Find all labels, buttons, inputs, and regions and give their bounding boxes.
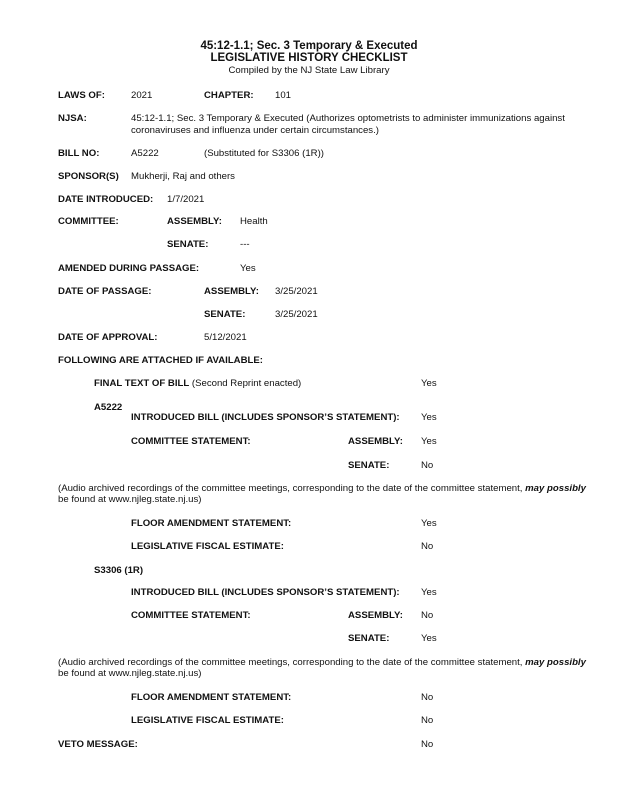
committee-label: COMMITTEE: xyxy=(58,216,119,227)
passage-senate-value: 3/25/2021 xyxy=(275,309,318,320)
s3306-introduced-label: INTRODUCED BILL (INCLUDES SPONSOR’S STATEMENT): xyxy=(131,587,400,598)
audio-note-line2: be found at www.njleg.state.nj.us) xyxy=(58,494,202,505)
audio-note-text: (Audio archived recordings of the committee meetings, corresponding to the date of the committee statement, xyxy=(58,657,526,668)
sponsors-value: Mukherji, Raj and others xyxy=(131,171,235,182)
bill-no-label: BILL NO: xyxy=(58,148,100,159)
s3306-committee-label: COMMITTEE STATEMENT: xyxy=(131,610,251,621)
date-introduced-label: DATE INTRODUCED: xyxy=(58,194,154,205)
a5222-introduced-value: Yes xyxy=(421,412,437,423)
attached-heading: FOLLOWING ARE ATTACHED IF AVAILABLE: xyxy=(58,355,263,366)
a5222-fiscal-label: LEGISLATIVE FISCAL ESTIMATE: xyxy=(131,541,284,552)
amended-value: Yes xyxy=(240,263,256,274)
s3306-floor-label: FLOOR AMENDMENT STATEMENT: xyxy=(131,692,292,703)
njsa-value-line1: 45:12-1.1; Sec. 3 Temporary & Executed (Authorizes optometrists to administer immunizations against xyxy=(131,113,565,124)
date-of-approval-value: 5/12/2021 xyxy=(204,332,247,343)
s3306-assembly-value: No xyxy=(421,610,434,621)
a5222-senate-label: SENATE: xyxy=(348,460,390,471)
laws-of-value: 2021 xyxy=(131,90,153,101)
final-text-label: FINAL TEXT OF BILL xyxy=(94,378,190,389)
date-of-approval-label: DATE OF APPROVAL: xyxy=(58,332,158,343)
a5222-floor-value: Yes xyxy=(421,518,437,529)
a5222-senate-value: No xyxy=(421,460,434,471)
s3306-assembly-label: ASSEMBLY: xyxy=(348,610,403,621)
compiled-by: Compiled by the NJ State Law Library xyxy=(228,65,390,76)
audio-note-line2: be found at www.njleg.state.nj.us) xyxy=(58,668,202,679)
a5222-assembly-value: Yes xyxy=(421,436,437,447)
doc-title: 45:12-1.1; Sec. 3 Temporary & Executed xyxy=(200,40,418,52)
njsa-value-line2: coronaviruses and influenza under certain circumstances.) xyxy=(131,125,379,136)
passage-assembly-value: 3/25/2021 xyxy=(275,286,318,297)
committee-senate-value: --- xyxy=(240,239,250,250)
s3306-fiscal-label: LEGISLATIVE FISCAL ESTIMATE: xyxy=(131,715,284,726)
veto-value: No xyxy=(421,739,434,750)
a5222-floor-label: FLOOR AMENDMENT STATEMENT: xyxy=(131,518,292,529)
date-introduced-value: 1/7/2021 xyxy=(167,194,205,205)
a5222-committee-label: COMMITTEE STATEMENT: xyxy=(131,436,251,447)
bill-no-value: A5222 xyxy=(131,148,159,159)
s3306-senate-label: SENATE: xyxy=(348,633,390,644)
s3306-introduced-value: Yes xyxy=(421,587,437,598)
committee-assembly-label: ASSEMBLY: xyxy=(167,216,222,227)
a5222-label: A5222 xyxy=(94,402,123,413)
final-text-row xyxy=(94,378,301,389)
a5222-assembly-label: ASSEMBLY: xyxy=(348,436,403,447)
audio-note-text: (Audio archived recordings of the committee meetings, corresponding to the date of the committee statement, xyxy=(58,483,526,494)
veto-label: VETO MESSAGE: xyxy=(58,739,138,750)
audio-note-line1 xyxy=(58,483,586,494)
passage-senate-label: SENATE: xyxy=(204,309,246,320)
committee-senate-label: SENATE: xyxy=(167,239,209,250)
audio-note-emphasis: may possibly xyxy=(525,483,586,494)
doc-subtitle: LEGISLATIVE HISTORY CHECKLIST xyxy=(210,52,408,64)
audio-note-line1 xyxy=(58,657,586,668)
committee-assembly-value: Health xyxy=(240,216,268,227)
sponsors-label: SPONSOR(S) xyxy=(58,171,119,182)
s3306-floor-value: No xyxy=(421,692,434,703)
laws-of-label: LAWS OF: xyxy=(58,90,105,101)
s3306-fiscal-value: No xyxy=(421,715,434,726)
date-of-passage-label: DATE OF PASSAGE: xyxy=(58,286,152,297)
chapter-value: 101 xyxy=(275,90,292,101)
a5222-fiscal-value: No xyxy=(421,541,434,552)
s3306-label: S3306 (1R) xyxy=(94,565,144,576)
chapter-label: CHAPTER: xyxy=(204,90,254,101)
final-text-note: (Second Reprint enacted) xyxy=(191,378,302,389)
bill-no-note: (Substituted for S3306 (1R)) xyxy=(204,148,324,159)
njsa-label: NJSA: xyxy=(58,113,87,124)
amended-label: AMENDED DURING PASSAGE: xyxy=(58,263,200,274)
s3306-senate-value: Yes xyxy=(421,633,437,644)
final-text-value: Yes xyxy=(421,378,437,389)
passage-assembly-label: ASSEMBLY: xyxy=(204,286,259,297)
audio-note-emphasis: may possibly xyxy=(525,657,586,668)
a5222-introduced-label: INTRODUCED BILL (INCLUDES SPONSOR’S STATEMENT): xyxy=(131,412,400,423)
